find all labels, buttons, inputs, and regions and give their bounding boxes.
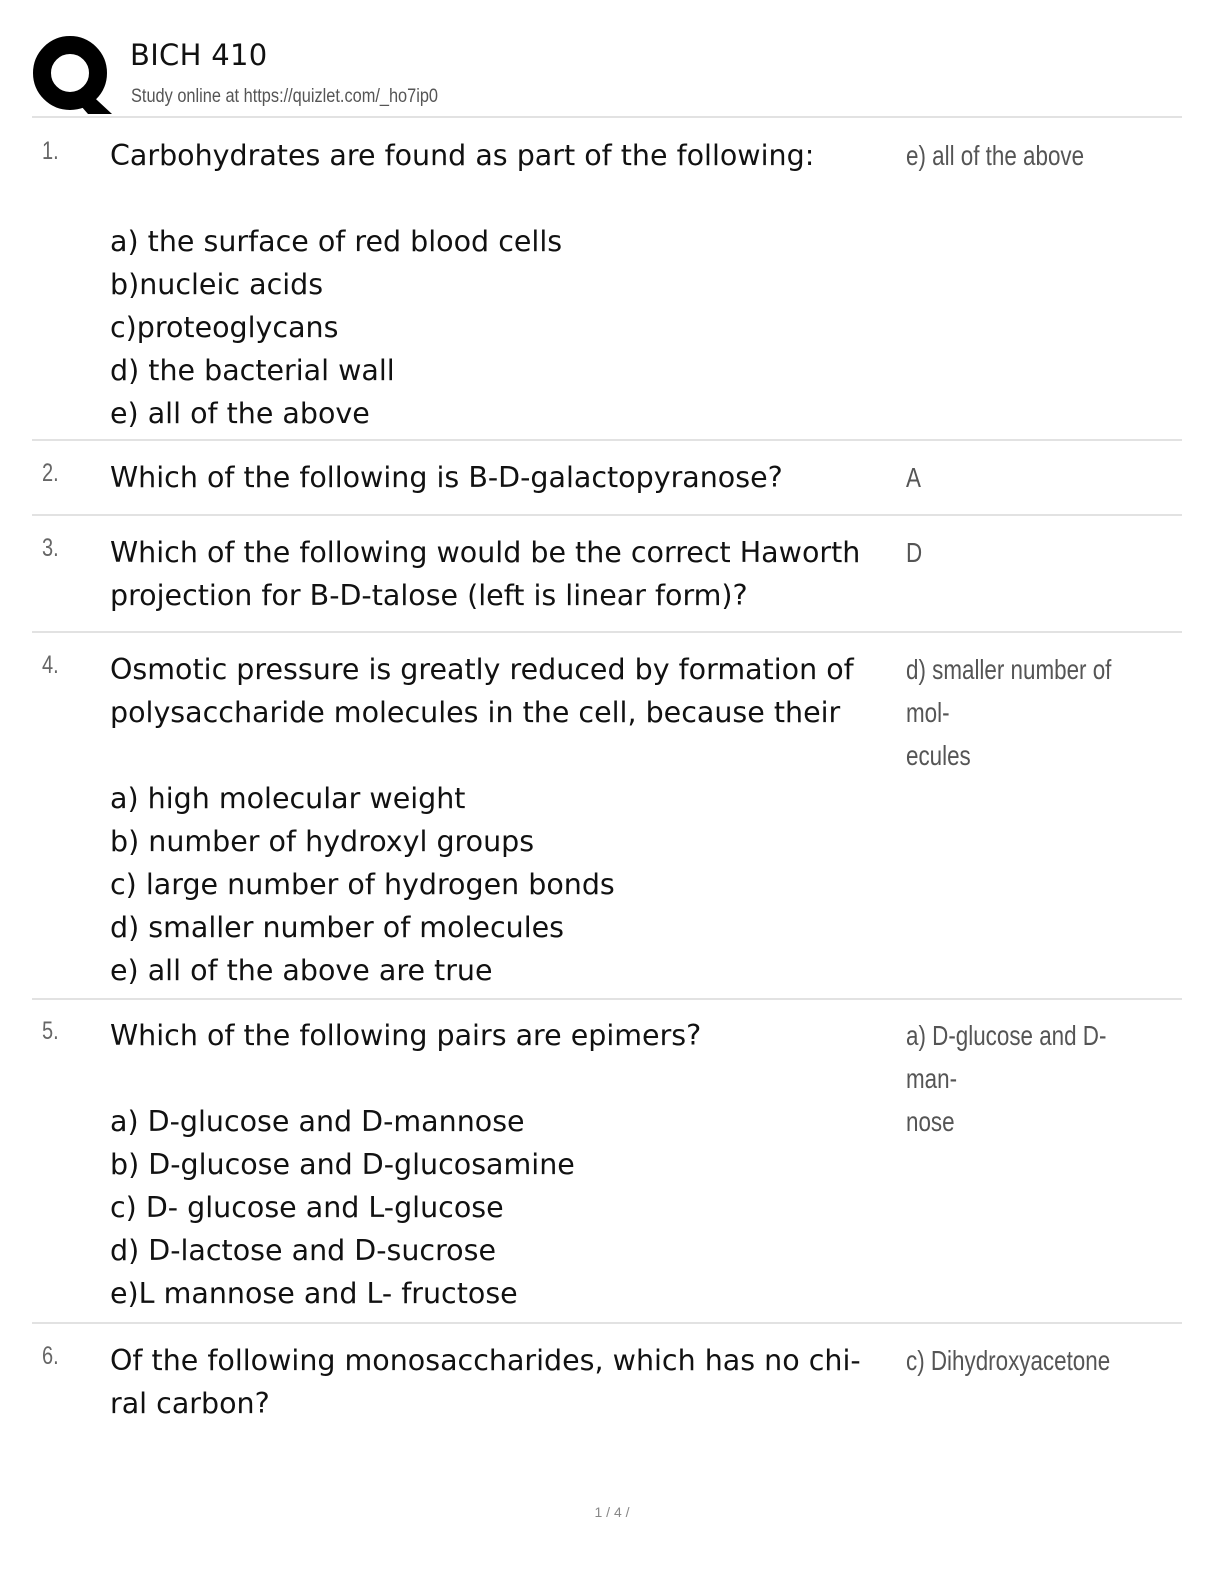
- card-question: Of the following monosaccharides, which has no chi- ral carbon?: [110, 1344, 861, 1420]
- card-question: Osmotic pressure is greatly reduced by formation of polysaccharide molecules in the cell, because their a) high molecular weight b) number of hydroxyl groups c) large number of hydrogen bonds d) smaller number of molecules e) all of the above are true: [110, 653, 854, 987]
- page-number: 1 / 4 /: [594, 1504, 630, 1520]
- course-title: BICH 410: [130, 38, 268, 72]
- page-header: [32, 32, 1182, 112]
- study-online-link[interactable]: Study online at https://quizlet.com/_ho7ip0: [131, 86, 439, 107]
- divider: [32, 514, 1182, 516]
- card-question: Carbohydrates are found as part of the following: a) the surface of red blood cells b)nucleic acids c)proteoglycans d) the bacterial wall e) all of the above: [110, 139, 815, 430]
- card-number: 2.: [42, 459, 59, 487]
- card-number: 6.: [42, 1342, 59, 1370]
- card-answer: d) smaller number of mol- ecules: [906, 654, 1112, 771]
- divider: [32, 439, 1182, 441]
- card-answer: c) Dihydroxyacetone: [906, 1345, 1111, 1376]
- card-answer: A: [906, 462, 921, 493]
- card-number: 3.: [42, 534, 59, 562]
- card-number: 4.: [42, 651, 59, 679]
- card-number: 5.: [42, 1017, 59, 1045]
- quizlet-q-logo-icon: [32, 34, 114, 116]
- divider: [32, 998, 1182, 1000]
- card-question: Which of the following pairs are epimers? a) D-glucose and D-mannose b) D-glucose and D-glucosamine c) D- glucose and L-glucose d) D-lactose and D-sucrose e)L mannose and L- fructose: [110, 1019, 702, 1310]
- divider: [32, 1322, 1182, 1324]
- card-answer: e) all of the above: [906, 140, 1085, 171]
- divider: [32, 631, 1182, 633]
- card-question: Which of the following would be the correct Haworth projection for B-D-talose (left is linear form)?: [110, 536, 861, 612]
- divider: [32, 116, 1182, 118]
- card-question: Which of the following is B-D-galactopyranose?: [110, 461, 783, 494]
- card-answer: D: [906, 537, 923, 568]
- card-number: 1.: [42, 137, 59, 165]
- card-answer: a) D-glucose and D-man- nose: [906, 1020, 1107, 1137]
